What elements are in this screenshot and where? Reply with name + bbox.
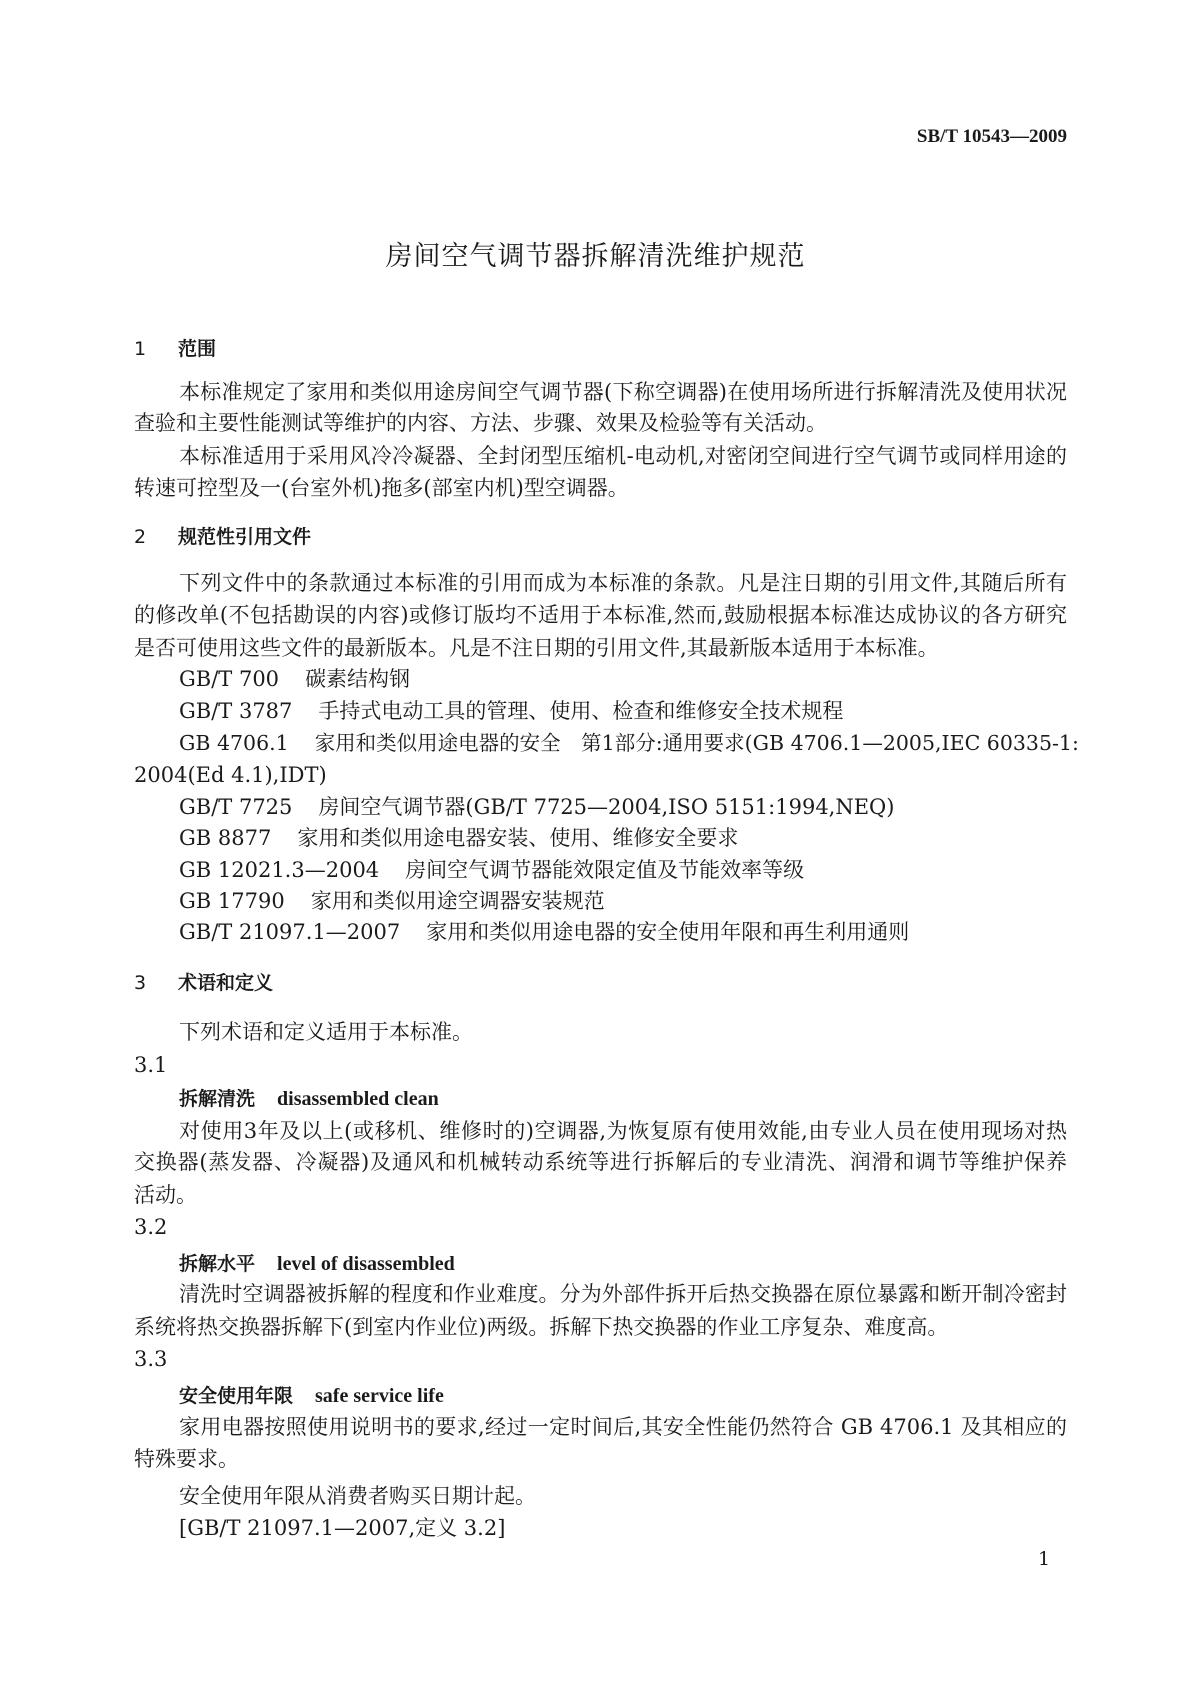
section-number: 2 [134, 526, 147, 548]
term-en: level of disassembled [277, 1253, 455, 1275]
paragraph-line: 是否可使用这些文件的最新版本。凡是不注日期的引用文件,其最新版本适用于本标准。 [134, 636, 939, 660]
term-number: 3.2 [134, 1215, 168, 1239]
term-heading [179, 1249, 455, 1276]
paragraph-line: 交换器(蒸发器、冷凝器)及通风和机械转动系统等进行拆解后的专业清洗、润滑和调节等维护保养 [134, 1150, 1067, 1174]
reference-code: GB 8877 [179, 826, 272, 850]
term-number: 3.1 [134, 1053, 168, 1077]
section-title: 术语和定义 [178, 972, 274, 994]
paragraph-line: 下列文件中的条款通过本标准的引用而成为本标准的条款。凡是注日期的引用文件,其随后所有 [179, 571, 1067, 595]
reference-code: GB 4706.1 [179, 731, 289, 755]
term-number: 3.3 [134, 1347, 168, 1371]
section-title: 范围 [178, 338, 217, 360]
paragraph-line: 本标准适用于采用风冷冷凝器、全封闭型压缩机-电动机,对密闭空间进行空气调节或同样用途的 [179, 444, 1067, 468]
reference-continuation: 2004(Ed 4.1),IDT) [134, 763, 327, 787]
reference-item [179, 697, 843, 725]
reference-item [179, 729, 1079, 757]
term-zh: 安全使用年限 [179, 1385, 294, 1407]
section-number: 3 [134, 972, 147, 994]
paragraph-line: 转速可控型及一(台室外机)拖多(部室内机)型空调器。 [134, 476, 629, 500]
reference-code: GB/T 21097.1—2007 [179, 920, 401, 944]
reference-code: GB/T 700 [179, 667, 280, 691]
document-number: SB/T 10543—2009 [916, 126, 1067, 147]
section-2-heading [134, 522, 311, 549]
reference-item [179, 856, 804, 884]
paragraph-line: 的修改单(不包括勘误的内容)或修订版均不适用于本标准,然而,鼓励根据本标准达成协议的各方研究 [134, 603, 1067, 627]
reference-item [179, 887, 605, 915]
term-zh: 拆解清洗 [179, 1088, 256, 1110]
section-number: 1 [134, 338, 147, 360]
section-1-heading [134, 334, 216, 361]
paragraph-line: 特殊要求。 [134, 1447, 239, 1471]
paragraph-line: 下列术语和定义适用于本标准。 [179, 1020, 473, 1044]
paragraph-line: 活动。 [134, 1183, 197, 1207]
reference-code: GB/T 7725 [179, 795, 293, 819]
reference-title: 碳素结构钢 [305, 667, 411, 691]
term-zh: 拆解水平 [179, 1253, 256, 1275]
term-en: disassembled clean [277, 1088, 439, 1110]
paragraph-line: 系统将热交换器拆解下(到室内作业位)两级。拆解下热交换器的作业工序复杂、难度高。 [134, 1315, 949, 1339]
reference-title: 房间空气调节器(GB/T 7725—2004,ISO 5151:1994,NEQ) [318, 795, 895, 819]
section-title: 规范性引用文件 [178, 526, 312, 548]
page-number: 1 [1038, 1548, 1051, 1570]
document-title: 房间空气调节器拆解清洗维护规范 [385, 241, 806, 272]
reference-item [179, 793, 894, 821]
reference-title: 家用和类似用途电器安装、使用、维修安全要求 [297, 826, 739, 850]
paragraph-line: 清洗时空调器被拆解的程度和作业难度。分为外部件拆开后热交换器在原位暴露和断开制冷密封 [179, 1282, 1067, 1306]
reference-code: GB/T 3787 [179, 699, 293, 723]
section-3-heading [134, 968, 273, 995]
reference-code: GB 12021.3—2004 [179, 858, 380, 882]
paragraph-line: 查验和主要性能测试等维护的内容、方法、步骤、效果及检验等有关活动。 [134, 411, 827, 435]
term-heading [179, 1084, 439, 1111]
reference-title: 房间空气调节器能效限定值及节能效率等级 [405, 858, 805, 882]
paragraph-line: 家用电器按照使用说明书的要求,经过一定时间后,其安全性能仍然符合 GB 4706.1 及其相应的 [179, 1415, 1067, 1439]
reference-code: GB 17790 [179, 889, 285, 913]
reference-title: 家用和类似用途电器的安全使用年限和再生利用通则 [426, 920, 910, 944]
term-source: [GB/T 21097.1—2007,定义 3.2] [179, 1516, 506, 1540]
reference-title: 家用和类似用途空调器安装规范 [310, 889, 605, 913]
term-en: safe service life [315, 1385, 444, 1407]
term-note: 安全使用年限从消费者购买日期计起。 [179, 1484, 536, 1508]
reference-item [179, 918, 909, 946]
paragraph-line: 本标准规定了家用和类似用途房间空气调节器(下称空调器)在使用场所进行拆解清洗及使用状况 [179, 380, 1067, 404]
reference-item [179, 824, 738, 852]
term-heading [179, 1381, 444, 1408]
reference-title: 家用和类似用途电器的安全 第1部分:通用要求(GB 4706.1—2005,IEC 60335-1: [314, 731, 1079, 755]
reference-item [179, 665, 410, 693]
reference-title: 手持式电动工具的管理、使用、检查和维修安全技术规程 [318, 699, 844, 723]
paragraph-line: 对使用3年及以上(或移机、维修时的)空调器,为恢复原有使用效能,由专业人员在使用现场对热 [179, 1119, 1067, 1143]
